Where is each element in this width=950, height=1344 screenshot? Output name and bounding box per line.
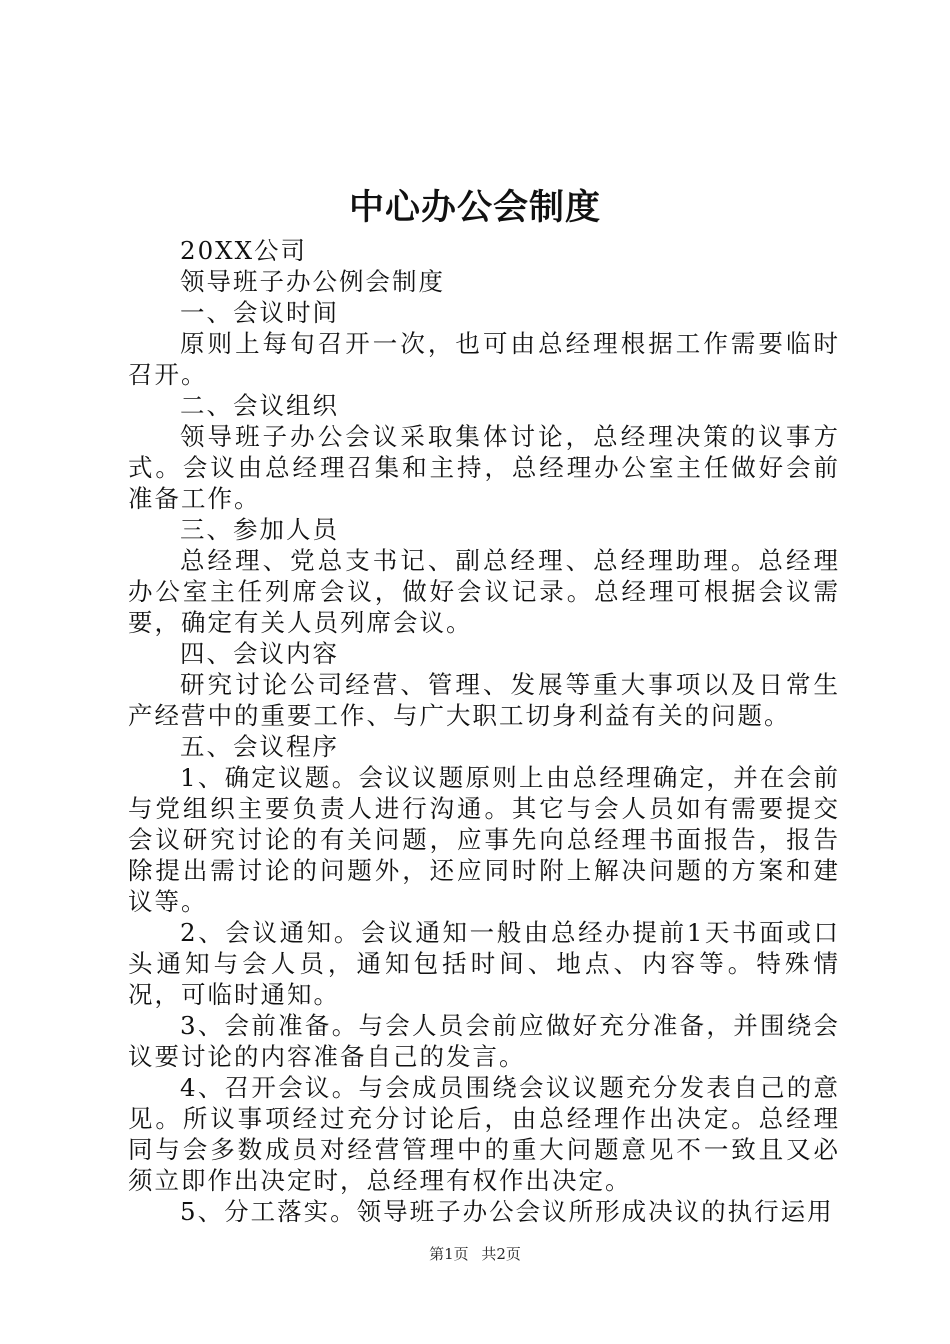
section-heading-organization: 二、会议组织 (180, 391, 339, 420)
section-heading-attendees: 三、参加人员 (180, 515, 339, 544)
paragraph-content: 研究讨论公司经营、管理、发展等重大事项以及日常生产经营中的重要工作、与广大职工切身利益有关的问题。 (128, 670, 840, 730)
paragraph-subtitle: 领导班子办公例会制度 (180, 267, 445, 296)
paragraph-procedure-5: 5、分工落实。领导班子办公会议所形成决议的执行运用 (180, 1197, 834, 1226)
paragraph-procedure-4: 4、召开会议。与会成员围绕会议议题充分发表自己的意见。所议事项经过充分讨论后，由总经理作出决定。总经理同与会多数成员对经营管理中的重大问题意见不一致且又必须立即作出决定时，总经理有权作出决定。 (128, 1073, 840, 1195)
page-number-total: 共2页 (481, 1245, 521, 1263)
paragraph-organization: 领导班子办公会议采取集体讨论，总经理决策的议事方式。会议由总经理召集和主持，总经理办公室主任做好会前准备工作。 (128, 422, 840, 513)
paragraph-company: 20XX公司 (180, 236, 308, 265)
page-footer (0, 1243, 950, 1265)
page-number-current: 第1页 (429, 1245, 469, 1263)
document-body (128, 235, 840, 1227)
paragraph-attendees: 总经理、党总支书记、副总经理、总经理助理。总经理办公室主任列席会议，做好会议记录。总经理可根据会议需要，确定有关人员列席会议。 (128, 546, 840, 637)
paragraph-procedure-1: 1、确定议题。会议议题原则上由总经理确定，并在会前与党组织主要负责人进行沟通。其它与会人员如有需要提交会议研究讨论的有关问题，应事先向总经理书面报告，报告除提出需讨论的问题外，还应同时附上解决问题的方案和建议等。 (128, 763, 840, 916)
paragraph-procedure-2: 2、会议通知。会议通知一般由总经办提前1天书面或口头通知与会人员，通知包括时间、地点、内容等。特殊情况，可临时通知。 (128, 918, 840, 1009)
paragraph-time: 原则上每旬召开一次，也可由总经理根据工作需要临时召开。 (128, 329, 840, 389)
section-heading-content: 四、会议内容 (180, 639, 339, 668)
paragraph-procedure-3: 3、会前准备。与会人员会前应做好充分准备，并围绕会议要讨论的内容准备自己的发言。 (128, 1011, 840, 1071)
section-heading-time: 一、会议时间 (180, 298, 339, 327)
section-heading-procedure: 五、会议程序 (180, 732, 339, 761)
document-title: 中心办公会制度 (348, 187, 601, 228)
